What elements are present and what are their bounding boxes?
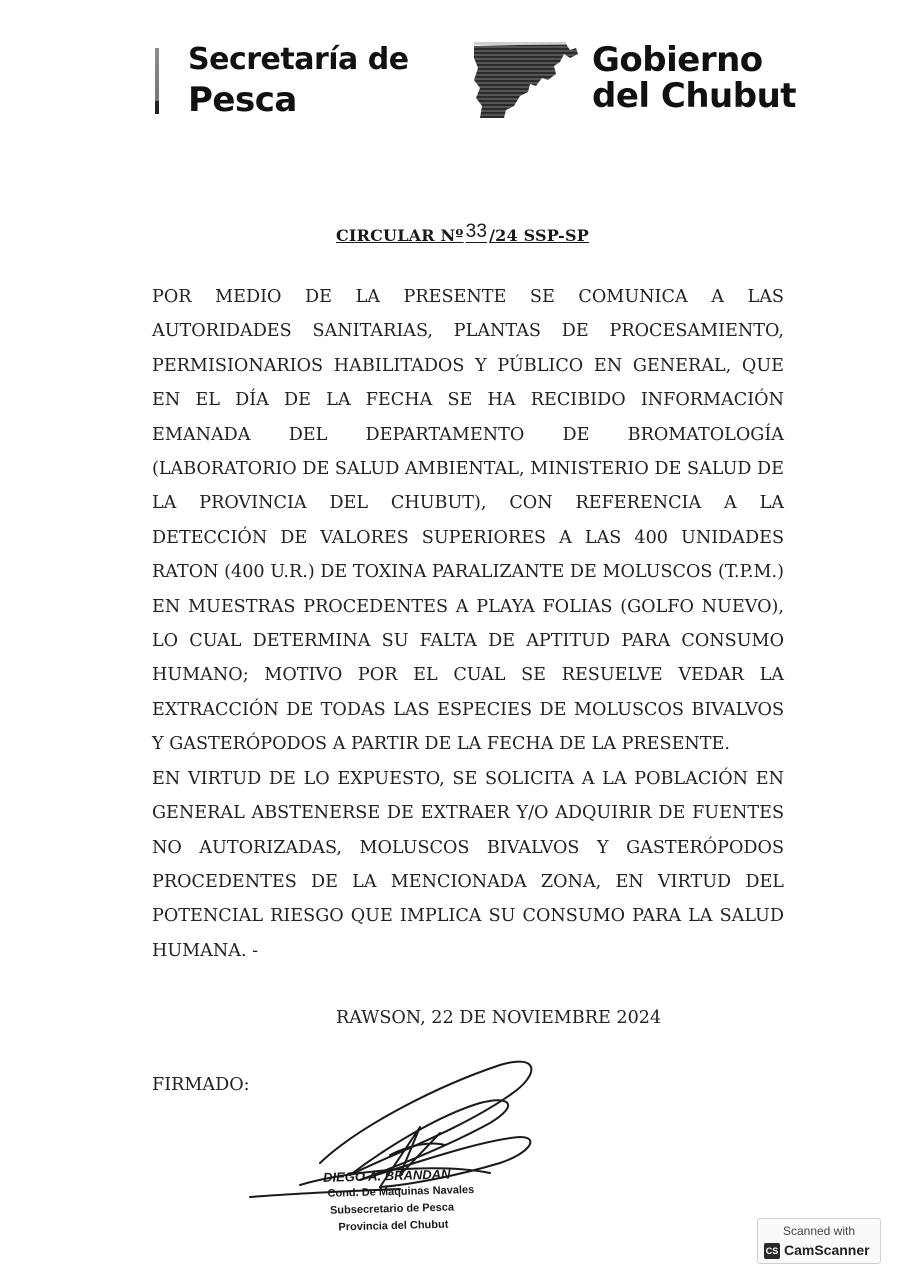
- secretaria-line2: Pesca: [188, 80, 297, 120]
- stamp-role: Subsecretario de Pesca: [329, 1201, 455, 1217]
- circular-prefix: CIRCULAR Nº: [336, 226, 464, 245]
- circular-number: 33: [465, 221, 488, 242]
- camscanner-brand: CamScanner: [784, 1242, 870, 1258]
- handwritten-signature: [240, 1045, 560, 1225]
- place-date: RAWSON, 22 DE NOVIEMBRE 2024: [336, 1008, 662, 1028]
- camscanner-badge: [757, 1218, 881, 1264]
- body-paragraph-1: POR MEDIO DE LA PRESENTE SE COMUNICA A LAS AUTORIDADES SANITARIAS, PLANTAS DE PROCESAMIENTO, PERMISIONARIOS HABILITADOS Y PÚBLICO EN GENERAL, QUE EN EL DÍA DE LA FECHA SE HA RECIBIDO INFORMACIÓN EMANADA DEL DEPARTAMENTO DE BROMATOLOGÍA (LABORATORIO DE SALUD AMBIENTAL, MINISTERIO DE SALUD DE LA PROVINCIA DEL CHUBUT), CON REFERENCIA A LA DETECCIÓN DE VALORES SUPERIORES A LAS 400 UNIDADES RATON (400 U.R.) DE TOXINA PARALIZANTE DE MOLUSCOS (T.P.M.) EN MUESTRAS PROCEDENTES A PLAYA FOLIAS (GOLFO NUEVO), LO CUAL DETERMINA SU FALTA DE APTITUD PARA CONSUMO HUMANO; MOTIVO POR EL CUAL SE RESUELVE VEDAR LA EXTRACCIÓN DE TODAS LAS ESPECIES DE MOLUSCOS BIVALVOS Y GASTERÓPODOS A PARTIR DE LA FECHA DE LA PRESENTE.: [152, 287, 784, 755]
- secretaria-logo: [150, 42, 420, 122]
- chubut-map-icon: [470, 40, 580, 120]
- stamp-province: Provincia del Chubut: [338, 1218, 449, 1234]
- gobierno-line1: Gobierno: [592, 40, 763, 80]
- body-paragraph-2: EN VIRTUD DE LO EXPUESTO, SE SOLICITA A LA POBLACIÓN EN GENERAL ABSTENERSE DE EXTRAER Y/O ADQUIRIR DE FUENTES NO AUTORIZADAS, MOLUSCOS BIVALVOS Y GASTERÓPODOS PROCEDENTES DE LA MENCIONADA ZONA, EN VIRTUD DEL POTENCIAL RIESGO QUE IMPLICA SU CONSUMO PARA LA SALUD HUMANA. -: [152, 768, 784, 961]
- camscanner-logo-icon: CS: [764, 1243, 780, 1259]
- circular-suffix: /24 SSP-SP: [489, 226, 589, 245]
- gobierno-line2: del Chubut: [592, 76, 797, 116]
- secretaria-line1: Secretaría de: [188, 42, 409, 77]
- circular-body: [152, 280, 784, 968]
- stamp-title: Cond. De Maquinas Navales: [327, 1183, 475, 1200]
- logo-bar: [155, 48, 159, 114]
- signed-label: FIRMADO:: [152, 1075, 250, 1095]
- circular-title: [336, 221, 589, 247]
- scanned-with-label: Scanned with: [782, 1224, 856, 1238]
- stamp-name: DIEGO A. BRANDAN: [322, 1166, 451, 1185]
